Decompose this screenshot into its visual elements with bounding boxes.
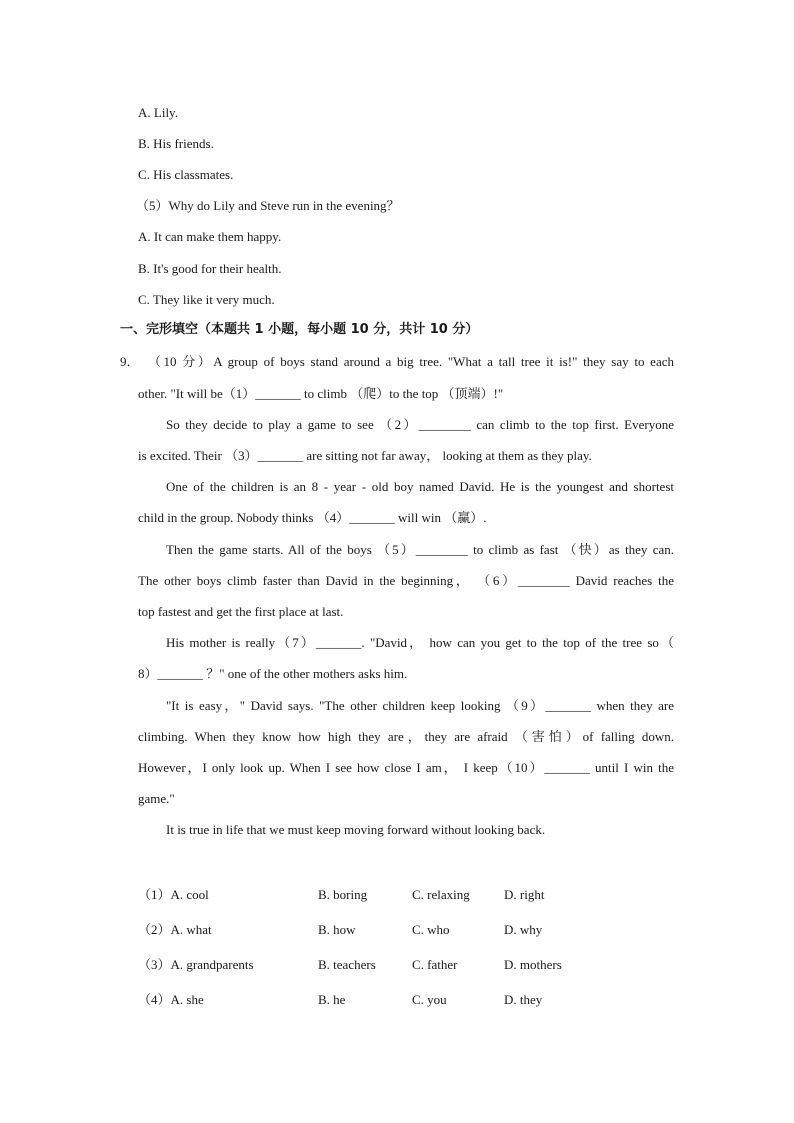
question-number: 9． [120,354,140,369]
option-text: C. His classmates. [138,167,234,182]
passage-line: climbing. When they know how high they are，they are afraid （害怕）of falling down. [138,729,674,744]
answer-option-a: （4）A. she [138,992,204,1007]
answer-option-c: C. relaxing [412,887,470,902]
question-text: （5）Why do Lily and Steve run in the evening？ [136,198,400,213]
answer-option-b: B. he [318,992,346,1007]
passage-line: It is true in life that we must keep moving forward without looking back. [166,822,546,837]
passage-line: top fastest and get the first place at last. [138,604,344,619]
passage-line: His mother is really（7）_______. "David， how can you get to the top of the tree so（ [166,635,674,650]
section-title: 一、完形填空（本题共 1 小题，每小题 10 分，共计 10 分） [120,322,479,337]
passage-line: 8）_______ ？" one of the other mothers asks him. [138,666,408,681]
passage-line: So they decide to play a game to see （2）________ can climb to the top first. Everyone [166,417,674,432]
option-text: A. It can make them happy. [138,229,282,244]
option-text: B. It's good for their health. [138,261,282,276]
passage-line: other. "It will be（1）_______ to climb （爬）to the top （顶端）!" [138,386,504,401]
option-text: C. They like it very much. [138,292,275,307]
passage-line: is excited. Their （3）_______ are sitting not far away， looking at them as they play. [138,448,592,463]
passage-line: Then the game starts. All of the boys （5）________ to climb as fast （快）as they can. [166,542,674,557]
passage-line: child in the group. Nobody thinks （4）_______ will win （赢）. [138,510,487,525]
option-text: A. Lily. [138,105,178,120]
answer-option-d: D. right [504,887,545,902]
answer-option-a: （2）A. what [138,922,212,937]
passage-line: However，I only look up. When I see how close I am， I keep（10）_______ until I win the [138,760,674,775]
answer-option-a: （3）A. grandparents [138,957,254,972]
answer-option-a: （1）A. cool [138,887,209,902]
answer-option-c: C. you [412,992,447,1007]
option-text: B. His friends. [138,136,214,151]
answer-option-b: B. teachers [318,957,376,972]
answer-option-c: C. who [412,922,450,937]
passage-line: "It is easy，" David says. "The other children keep looking （9）_______ when they are [166,698,674,713]
answer-option-d: D. why [504,922,543,937]
passage-line: One of the children is an 8 - year - old boy named David. He is the youngest and shortest [166,479,674,494]
passage-line: （10 分）A group of boys stand around a big tree. "What a tall tree it is!" they say to each [148,354,674,369]
answer-option-b: B. boring [318,887,368,902]
answer-option-c: C. father [412,957,458,972]
answer-option-b: B. how [318,922,356,937]
passage-line: The other boys climb faster than David in the beginning， （6）________ David reaches the [138,573,674,588]
passage-line: game." [138,791,175,806]
answer-option-d: D. they [504,992,543,1007]
answer-option-d: D. mothers [504,957,562,972]
